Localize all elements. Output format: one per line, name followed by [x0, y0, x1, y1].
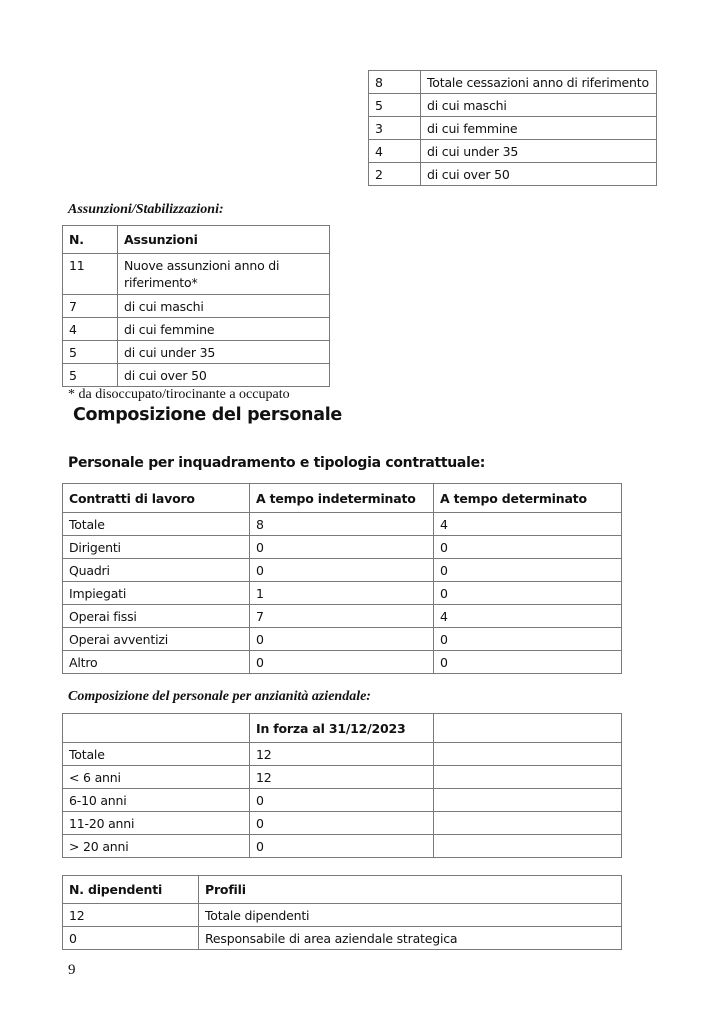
indeterminato-value: 1: [250, 582, 434, 605]
table-row: [63, 766, 622, 789]
column-header: In forza al 31/12/2023: [250, 714, 434, 743]
column-header: A tempo determinato: [434, 484, 622, 513]
cessazioni-label: Totale cessazioni anno di riferimento: [421, 71, 657, 94]
table-row: [63, 341, 330, 364]
seniority-range: 11-20 anni: [63, 812, 250, 835]
table-row: [63, 605, 622, 628]
table-header-row: [63, 714, 622, 743]
section-title: Composizione del personale: [73, 405, 342, 425]
table-header-row: [63, 484, 622, 513]
contract-category: Altro: [63, 651, 250, 674]
determinato-value: 0: [434, 582, 622, 605]
assunzioni-label: di cui maschi: [118, 295, 330, 318]
table-row: [63, 651, 622, 674]
table-row: [369, 163, 657, 186]
empty-cell: [434, 789, 622, 812]
empty-cell: [434, 812, 622, 835]
seniority-count: 0: [250, 789, 434, 812]
table-row: [63, 812, 622, 835]
assunzioni-table: [62, 225, 330, 387]
column-header: Contratti di lavoro: [63, 484, 250, 513]
seniority-count: 12: [250, 743, 434, 766]
assunzioni-label: di cui over 50: [118, 364, 330, 387]
determinato-value: 0: [434, 559, 622, 582]
seniority-range: < 6 anni: [63, 766, 250, 789]
profile-label: Responsabile di area aziendale strategica: [199, 927, 622, 950]
seniority-range: > 20 anni: [63, 835, 250, 858]
table-row: [63, 789, 622, 812]
cessazioni-count: 2: [369, 163, 421, 186]
column-header: [63, 714, 250, 743]
table-row: [63, 254, 330, 295]
determinato-value: 4: [434, 513, 622, 536]
table-row: [369, 94, 657, 117]
profile-label: Totale dipendenti: [199, 904, 622, 927]
cessazioni-label: di cui under 35: [421, 140, 657, 163]
assunzioni-count: 11: [63, 254, 118, 295]
assunzioni-count: 4: [63, 318, 118, 341]
assunzioni-label: Nuove assunzioni anno di riferimento*: [118, 254, 330, 295]
determinato-value: 4: [434, 605, 622, 628]
employee-count: 0: [63, 927, 199, 950]
seniority-count: 0: [250, 812, 434, 835]
table-row: [369, 140, 657, 163]
contract-category: Dirigenti: [63, 536, 250, 559]
empty-cell: [434, 766, 622, 789]
empty-cell: [434, 743, 622, 766]
assunzioni-count: 5: [63, 364, 118, 387]
contract-category: Operai avventizi: [63, 628, 250, 651]
cessazioni-count: 8: [369, 71, 421, 94]
anzianita-heading: Composizione del personale per anzianità aziendale:: [68, 689, 371, 704]
column-header: Assunzioni: [118, 226, 330, 254]
table-row: [63, 835, 622, 858]
table-row: [63, 927, 622, 950]
page-number: 9: [68, 962, 76, 978]
table-row: [63, 364, 330, 387]
determinato-value: 0: [434, 651, 622, 674]
table-row: [369, 71, 657, 94]
cessazioni-table: [368, 70, 657, 186]
column-header: [434, 714, 622, 743]
table-row: [63, 513, 622, 536]
assunzioni-label: di cui femmine: [118, 318, 330, 341]
table-row: [369, 117, 657, 140]
determinato-value: 0: [434, 536, 622, 559]
contract-category: Totale: [63, 513, 250, 536]
assunzioni-count: 5: [63, 341, 118, 364]
determinato-value: 0: [434, 628, 622, 651]
indeterminato-value: 0: [250, 559, 434, 582]
table-row: [63, 318, 330, 341]
column-header: N.: [63, 226, 118, 254]
cessazioni-label: di cui femmine: [421, 117, 657, 140]
assunzioni-label: di cui under 35: [118, 341, 330, 364]
seniority-count: 0: [250, 835, 434, 858]
table-row: [63, 628, 622, 651]
column-header: N. dipendenti: [63, 876, 199, 904]
table-row: [63, 582, 622, 605]
contract-category: Quadri: [63, 559, 250, 582]
assunzioni-footnote: * da disoccupato/tirocinante a occupato: [68, 387, 290, 402]
contratti-table: [62, 483, 622, 674]
assunzioni-count: 7: [63, 295, 118, 318]
column-header: Profili: [199, 876, 622, 904]
anzianita-table: [62, 713, 622, 858]
assunzioni-heading: Assunzioni/Stabilizzazioni:: [68, 202, 224, 217]
employee-count: 12: [63, 904, 199, 927]
profili-table: [62, 875, 622, 950]
table-row: [63, 536, 622, 559]
seniority-range: 6-10 anni: [63, 789, 250, 812]
cessazioni-count: 5: [369, 94, 421, 117]
cessazioni-label: di cui maschi: [421, 94, 657, 117]
seniority-range: Totale: [63, 743, 250, 766]
indeterminato-value: 0: [250, 651, 434, 674]
cessazioni-label: di cui over 50: [421, 163, 657, 186]
cessazioni-count: 3: [369, 117, 421, 140]
empty-cell: [434, 835, 622, 858]
contract-category: Impiegati: [63, 582, 250, 605]
table-row: [63, 295, 330, 318]
table-row: [63, 559, 622, 582]
table-header-row: [63, 226, 330, 254]
column-header: A tempo indeterminato: [250, 484, 434, 513]
indeterminato-value: 7: [250, 605, 434, 628]
table-row: [63, 904, 622, 927]
table-row: [63, 743, 622, 766]
indeterminato-value: 0: [250, 536, 434, 559]
indeterminato-value: 0: [250, 628, 434, 651]
seniority-count: 12: [250, 766, 434, 789]
indeterminato-value: 8: [250, 513, 434, 536]
contract-category: Operai fissi: [63, 605, 250, 628]
contratti-heading: Personale per inquadramento e tipologia contrattuale:: [68, 455, 486, 471]
table-header-row: [63, 876, 622, 904]
cessazioni-count: 4: [369, 140, 421, 163]
